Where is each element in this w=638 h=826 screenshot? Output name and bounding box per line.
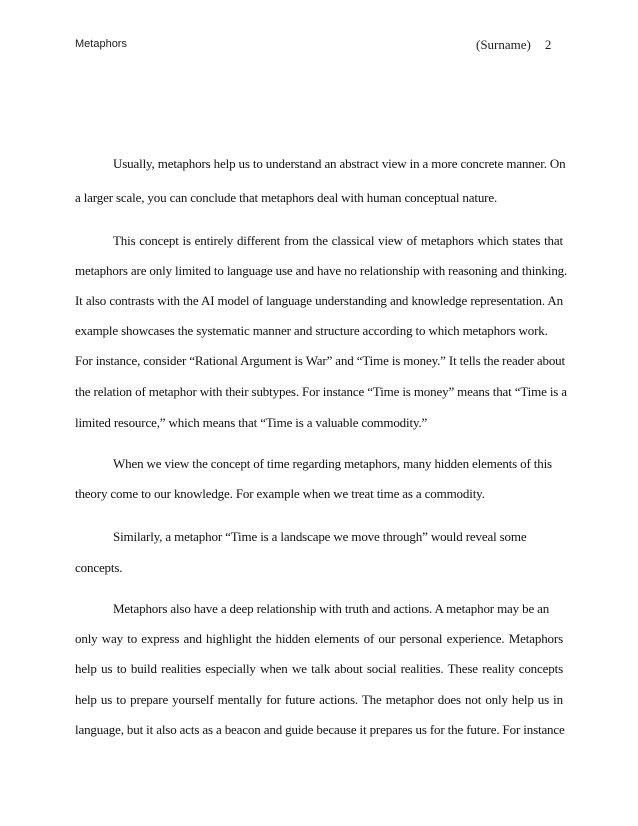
body-line: When we view the concept of time regarding metaphors, many hidden elements of this — [113, 456, 552, 471]
body-line: help us to prepare yourself mentally for future actions. The metaphor does not only help us in — [75, 692, 563, 707]
body-line: help us to build realities especially when we talk about social realities. These reality concepts — [75, 661, 563, 676]
body-line: language, but it also acts as a beacon and guide because it prepares us for the future. For instance — [75, 722, 565, 737]
running-head-surname-page — [476, 37, 551, 53]
surname-label: (Surname) — [476, 37, 531, 52]
body-line: This concept is entirely different from the classical view of metaphors which states that — [113, 233, 563, 248]
running-head-title: Metaphors — [75, 38, 127, 50]
body-line: a larger scale, you can conclude that metaphors deal with human conceptual nature. — [75, 190, 498, 205]
body-line: only way to express and highlight the hidden elements of our personal experience. Metaphors — [75, 631, 563, 646]
body-line: metaphors are only limited to language use and have no relationship with reasoning and thinking. — [75, 263, 568, 278]
body-line: theory come to our knowledge. For example when we treat time as a commodity. — [75, 486, 485, 501]
body-line: For instance, consider “Rational Argument is War” and “Time is money.” It tells the reader about — [75, 353, 565, 368]
body-line: limited resource,” which means that “Time is a valuable commodity.” — [75, 415, 428, 430]
page-number: 2 — [544, 37, 552, 52]
body-line: concepts. — [75, 560, 123, 575]
body-line: It also contrasts with the AI model of language understanding and knowledge representation. An — [75, 293, 563, 308]
body-line: Metaphors also have a deep relationship with truth and actions. A metaphor may be an — [113, 601, 550, 616]
body-line: Similarly, a metaphor “Time is a landscape we move through” would reveal some — [113, 529, 527, 544]
body-line: Usually, metaphors help us to understand an abstract view in a more concrete manner. On — [113, 156, 566, 171]
body-line: the relation of metaphor with their subtypes. For instance “Time is money” means that “Time is a — [75, 384, 567, 399]
body-line: example showcases the systematic manner and structure according to which metaphors work. — [75, 323, 548, 338]
